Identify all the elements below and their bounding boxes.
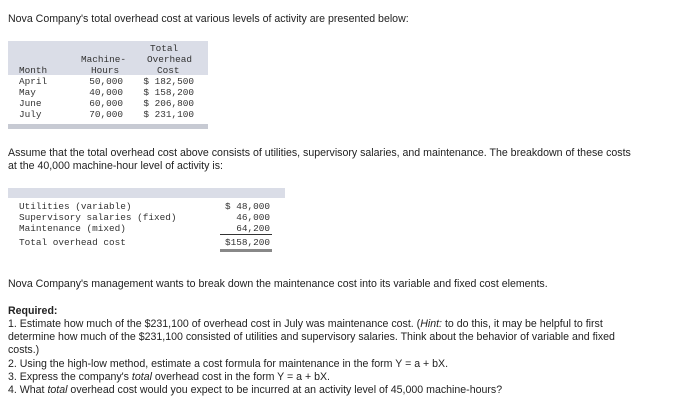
question-3: 3. Express the company's total overhead cost in the form Y = a + bX.: [8, 371, 330, 383]
table-row: [8, 109, 208, 120]
required-heading: Required:: [8, 305, 58, 317]
table-row: [8, 76, 208, 87]
hours: 40,000: [89, 87, 123, 98]
hours: 60,000: [89, 98, 123, 109]
overhead-table: [8, 41, 208, 129]
total-double-rule: [220, 249, 272, 252]
table-row: [8, 98, 208, 109]
cost: $ 182,500: [143, 76, 194, 87]
cost: $ 231,100: [143, 109, 194, 120]
header-month: Month: [19, 65, 48, 76]
header-machine: Machine-: [81, 54, 127, 65]
assume-text-1: Assume that the total overhead cost above consists of utilities, supervisory salaries, and maintenance. The breakdown of these costs: [8, 147, 631, 159]
breakdown-table: [8, 188, 285, 254]
month: May: [19, 87, 36, 98]
month: April: [19, 76, 48, 87]
question-1-end: costs.): [8, 344, 40, 356]
header-cost: Cost: [157, 65, 180, 76]
header-hours: Hours: [91, 65, 120, 76]
question-4: 4. What total overhead cost would you expect to be incurred at an activity level of 45,000 machine-hours?: [8, 384, 503, 396]
hours: 50,000: [89, 76, 123, 87]
question-1-cont: determine how much of the $231,100 consisted of utilities and supervisory salaries. Think about the behavior of variable and fixed: [8, 331, 615, 343]
label: Maintenance (mixed): [19, 223, 126, 234]
month: June: [19, 98, 42, 109]
subtotal-rule: [220, 234, 272, 235]
value: 64,200: [236, 223, 270, 234]
intro-text: Nova Company's total overhead cost at various levels of activity are presented below:: [8, 13, 409, 25]
label: Utilities (variable): [19, 201, 132, 212]
header-overhead: Overhead: [147, 54, 193, 65]
label: Total overhead cost: [19, 237, 126, 248]
value: $158,200: [224, 237, 270, 248]
question-2: 2. Using the high-low method, estimate a cost formula for maintenance in the form Y = a + bX.: [8, 358, 449, 370]
cost: $ 206,800: [143, 98, 194, 109]
label: Supervisory salaries (fixed): [19, 212, 177, 223]
table-row: [8, 87, 208, 98]
header-total: Total: [150, 43, 179, 54]
value: 46,000: [236, 212, 270, 223]
month: July: [19, 109, 42, 120]
cost: $ 158,200: [143, 87, 194, 98]
value: $ 48,000: [224, 201, 270, 212]
hours: 70,000: [89, 109, 123, 120]
question-1: 1. Estimate how much of the $231,100 of overhead cost in July was maintenance cost. (Hint: to do this, it may be helpful to first: [8, 318, 603, 330]
management-text: Nova Company's management wants to break down the maintenance cost into its variable and fixed cost elements.: [8, 278, 548, 290]
assume-text-2: at the 40,000 machine-hour level of activity is:: [8, 160, 223, 172]
